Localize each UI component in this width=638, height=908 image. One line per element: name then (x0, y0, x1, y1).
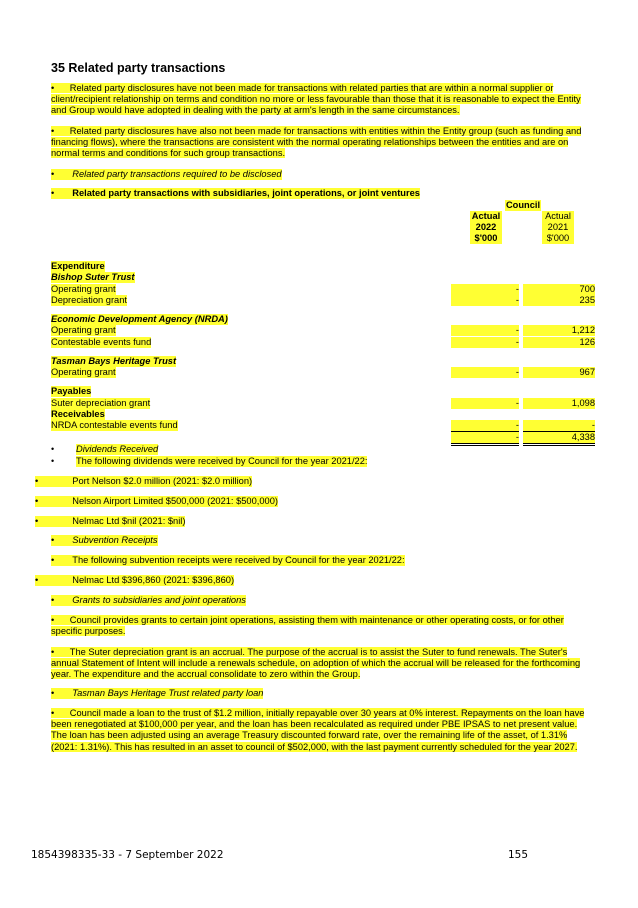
bst-operating-label: Operating grant (51, 284, 116, 294)
grants-paragraph-1: • Council provides grants to certain joint operations, assisting them with maintenance or other operating costs, or for other specific purposes. (51, 615, 564, 637)
nrda-events-label: Contestable events fund (51, 337, 152, 347)
footer-doc-id: 1854398335-33 - 7 September 2022 (31, 849, 224, 861)
receivables-label: Receivables (51, 409, 105, 419)
table-cell: 1,212 (523, 325, 595, 336)
col-2021-header: Actual 2021 $'000 (542, 211, 574, 244)
bst-depreciation-label: Depreciation grant (51, 295, 127, 305)
loan-paragraph: • Council made a loan to the trust of $1.2 million, initially repayable over 30 years at 0% interest. Repayments on the loan have been renegotiated at $100,000 per year, and the loan has been recalculated as required under PBE IPSAS to net present value. The loan has been adjusted using an average Treasury discounted forward rate, over the remaining life of the asset, of 1.31% (2021: 1.31%). This has resulted in an asset to council of $502,000, with the last payment currently scheduled for the year 2027. (51, 708, 585, 752)
total-rule (523, 443, 595, 444)
table-cell: 126 (523, 337, 595, 348)
dividends-heading: Dividends Received (76, 444, 159, 454)
total-rule (451, 445, 519, 446)
expenditure-label: Expenditure (51, 261, 105, 271)
suter-dep-label: Suter depreciation grant (51, 398, 151, 408)
tasman-label: Tasman Bays Heritage Trust (51, 356, 177, 366)
bishop-suter-label: Bishop Suter Trust (51, 272, 135, 282)
bullet-table-title: • Related party transactions with subsidiaries, joint operations, or joint ventures (51, 188, 420, 198)
grants-paragraph-2: • The Suter depreciation grant is an accrual. The purpose of the accrual is to assist the Suter to fund renewals. The Suter's annual Statement of Intent will include a renewals schedule, on adoption of which the accrual will be released for the forthcoming year. The expenditure and the accrual consolidate to zero within the Group. (51, 647, 581, 680)
dividend-item: • Nelson Airport Limited $500,000 (2021: $500,000) (35, 496, 278, 506)
nrda-operating-label: Operating grant (51, 325, 116, 335)
intro-paragraph-1: • Related party disclosures have not been made for transactions with related parties that are within a normal supplier or client/recipient relationship on terms and condition no more or less favourable than those that it is reasonable to expect the Entity and Group would have adopted in dealing with the party at arm's length in the same circumstances. (51, 83, 581, 116)
total-2021: 4,338 (523, 432, 595, 443)
table-cell: 700 (523, 284, 595, 295)
total-rule (451, 443, 519, 444)
council-header: Council (505, 200, 541, 210)
tbht-operating-label: Operating grant (51, 367, 116, 377)
col-2022-header: Actual 2022 $'000 (471, 211, 501, 243)
payables-label: Payables (51, 386, 92, 396)
subtotal-rule (451, 431, 519, 432)
loan-heading: • Tasman Bays Heritage Trust related party loan (51, 688, 264, 698)
table-cell: - (451, 420, 519, 431)
table-cell: - (451, 398, 519, 409)
table-cell: - (451, 367, 519, 378)
nrda-label: Economic Development Agency (NRDA) (51, 314, 228, 324)
total-2022: - (451, 432, 519, 443)
section-heading: 35 Related party transactions (51, 61, 226, 75)
subvention-heading: • Subvention Receipts (51, 535, 158, 545)
bullet-dot: • (51, 456, 55, 466)
table-cell: 967 (523, 367, 595, 378)
subvention-item: • Nelmac Ltd $396,860 (2021: $396,860) (35, 575, 235, 585)
table-cell: 235 (523, 295, 595, 306)
table-cell: - (451, 284, 519, 295)
table-cell: 1,098 (523, 398, 595, 409)
dividend-item: • Port Nelson $2.0 million (2021: $2.0 million) (35, 476, 253, 486)
intro-paragraph-2: • Related party disclosures have also not been made for transactions with entities within the Entity group (such as funding and financing flows), where the transactions are consistent with the normal operating relationships between the entities and are on normal terms and conditions for such group transactions. (51, 126, 582, 159)
table-cell: - (523, 420, 595, 431)
total-rule (523, 445, 595, 446)
page-number: 155 (508, 849, 529, 861)
subvention-intro: • The following subvention receipts were received by Council for the year 2021/22: (51, 555, 405, 565)
table-cell: - (451, 295, 519, 306)
subtotal-rule (523, 431, 595, 432)
table-cell: - (451, 325, 519, 336)
table-cell: - (451, 337, 519, 348)
nrda-contestable-label: NRDA contestable events fund (51, 420, 178, 430)
bullet-required: • Related party transactions required to be disclosed (51, 169, 282, 179)
grants-heading: • Grants to subsidiaries and joint operations (51, 595, 246, 605)
dividends-intro: The following dividends were received by Council for the year 2021/22: (76, 456, 368, 466)
dividend-item: • Nelmac Ltd $nil (2021: $nil) (35, 516, 186, 526)
bullet-dot: • (51, 444, 55, 454)
